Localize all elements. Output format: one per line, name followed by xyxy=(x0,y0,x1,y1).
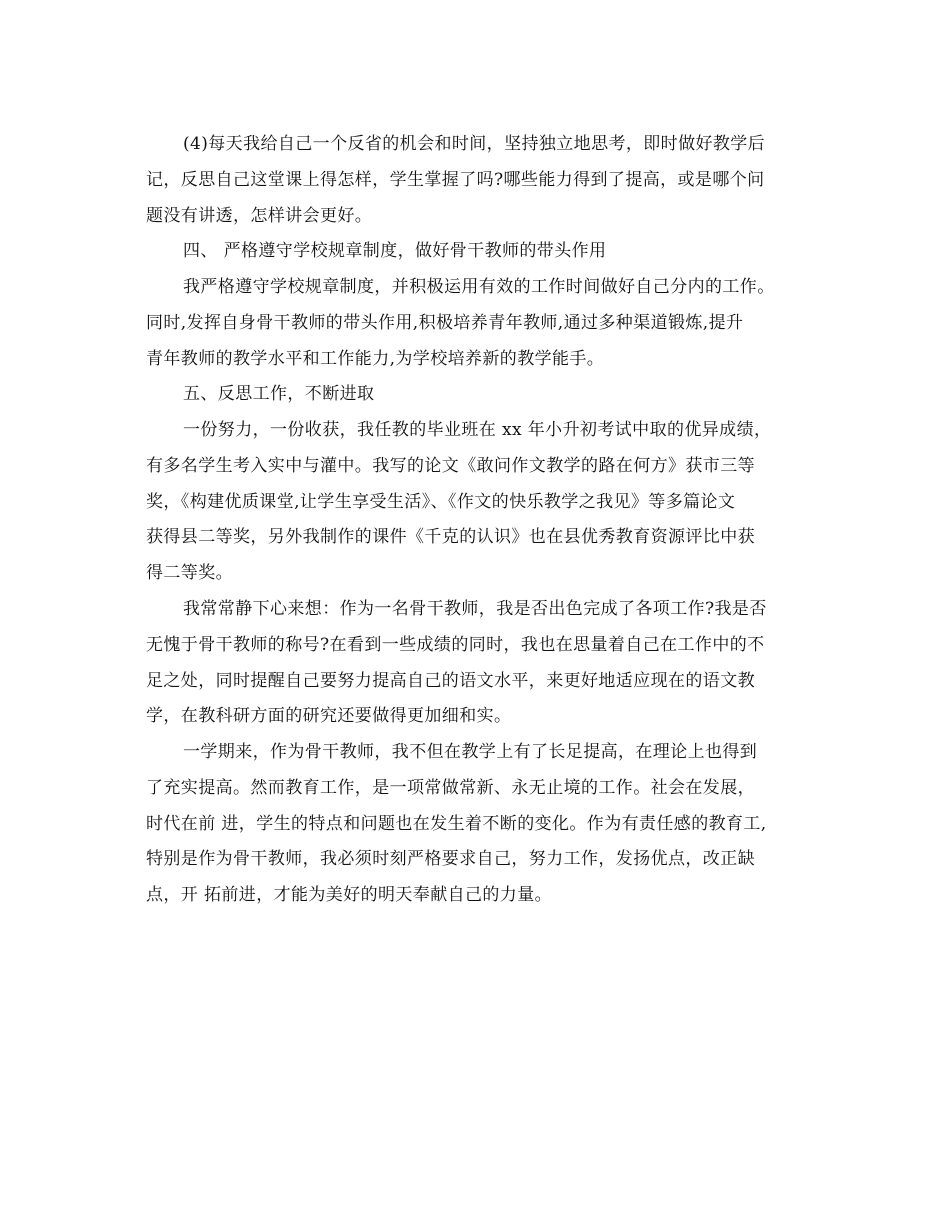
section-heading: 四、 严格遵守学校规章制度，做好骨干教师的带头作用 xyxy=(183,241,607,261)
paragraph-line: 我严格遵守学校规章制度，并积极运用有效的工作时间做好自己分内的工作。 xyxy=(183,277,775,297)
paragraph-line: 了充实提高。然而教育工作，是一项常做常新、永无止境的工作。社会在发展， xyxy=(146,778,755,798)
paragraph-line: 青年教师的教学水平和工作能力,为学校培养新的教学能手。 xyxy=(146,349,605,369)
paragraph-line: 题没有讲透，怎样讲会更好。 xyxy=(146,206,373,226)
paragraph-line: 无愧于骨干教师的称号?在看到一些成绩的同时，我也在思量着自己在工作中的不 xyxy=(146,635,765,655)
paragraph-line: 我常常静下心来想：作为一名骨干教师，我是否出色完成了各项工作?我是否 xyxy=(183,599,767,619)
paragraph-line: 时代在前 进，学生的特点和问题也在发生着不断的变化。作为有责任感的教育工, xyxy=(146,814,767,834)
paragraph-line: 特别是作为骨干教师，我必须时刻严格要求自己，努力工作，发扬优点，改正缺 xyxy=(146,849,755,869)
paragraph-line: 点，开 拓前进，才能为美好的明天奉献自己的力量。 xyxy=(146,885,553,905)
paragraph-line: 有多名学生考入实中与灌中。我写的论文《敢问作文教学的路在何方》获市三等 xyxy=(146,456,755,476)
paragraph-line: 记，反思自己这堂课上得怎样，学生掌握了吗?哪些能力得到了提高，或是哪个问 xyxy=(146,170,765,190)
paragraph-line: 一份努力，一份收获，我任教的毕业班在 xx 年小升初考试中取的优异成绩， xyxy=(183,420,772,440)
section-heading: 五、反思工作，不断进取 xyxy=(183,384,375,404)
paragraph-line: 奖，《构建优质课堂,让学生享受生活》、《作文的快乐教学之我见》等多篇论文 xyxy=(146,492,736,512)
paragraph-line: (4)每天我给自己一个反省的机会和时间，坚持独立地思考，即时做好教学后 xyxy=(183,134,766,154)
paragraph-line: 一学期来，作为骨干教师，我不但在教学上有了长足提高，在理论上也得到 xyxy=(183,742,758,762)
paragraph-line: 足之处，同时提醒自己要努力提高自己的语文水平，来更好地适应现在的语文教 xyxy=(146,671,755,691)
paragraph-line: 同时,发挥自身骨干教师的带头作用,积极培养青年教师,通过多种渠道锻炼,提升 xyxy=(146,313,744,333)
paragraph-line: 获得县二等奖，另外我制作的课件《千克的认识》也在县优秀教育资源评比中获 xyxy=(146,527,755,547)
paragraph-line: 得二等奖。 xyxy=(146,563,233,583)
paragraph-line: 学，在教科研方面的研究还要做得更加细和实。 xyxy=(146,706,512,726)
